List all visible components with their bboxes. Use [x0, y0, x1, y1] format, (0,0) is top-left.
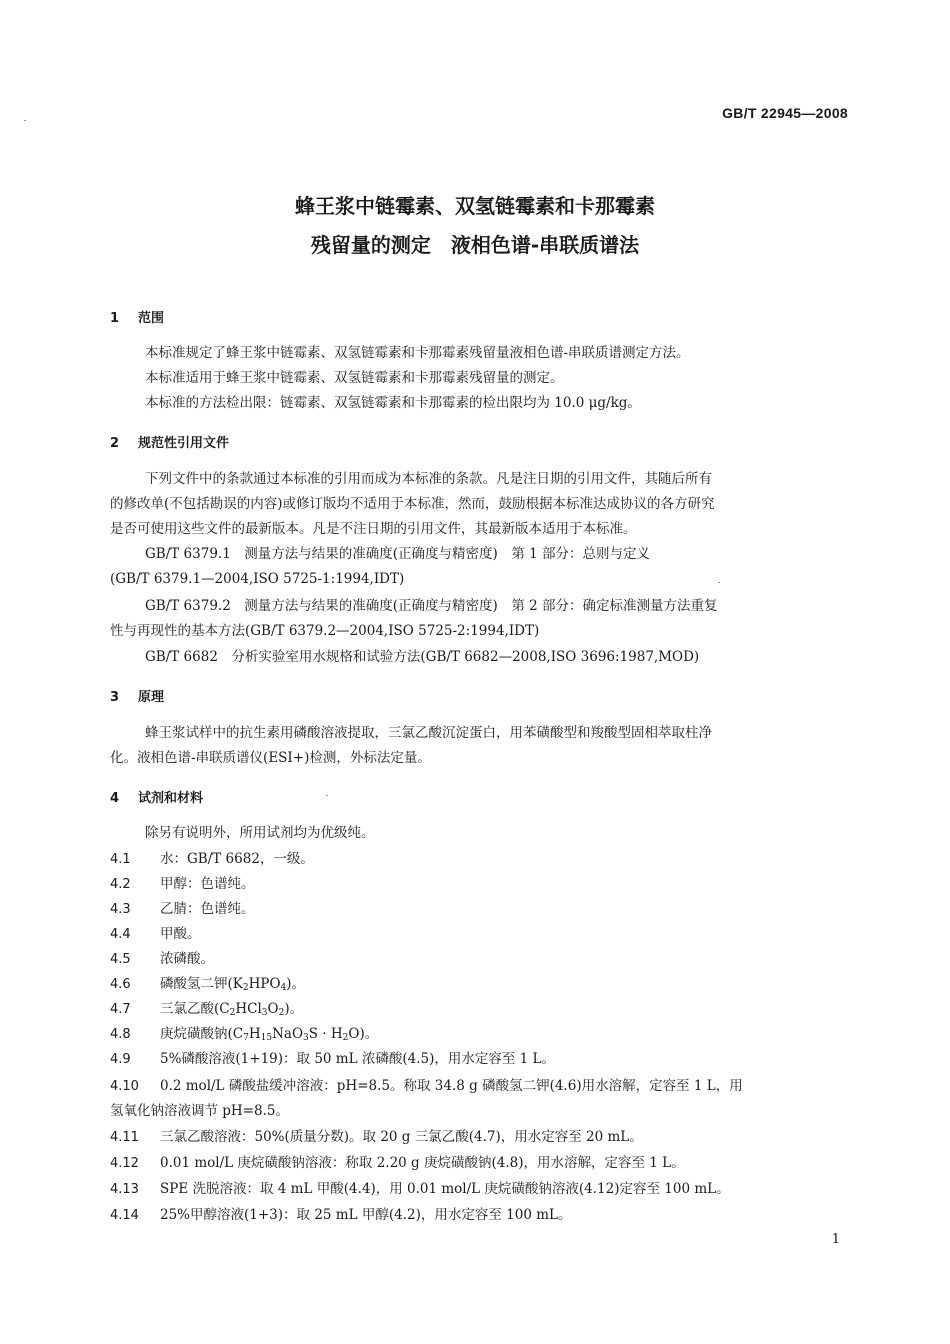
- paragraph: 本标准适用于蜂王浆中链霉素、双氢链霉素和卡那霉素残留量的测定。: [145, 370, 564, 386]
- reference-entry: GB/T 6682 分析实验室用水规格和试验方法(GB/T 6682—2008,ISO 3696:1987,MOD): [145, 649, 700, 665]
- reagent-item: 4.9 5%磷酸溶液(1+19)：取 50 mL 浓磷酸(4.5)，用水定容至 1 L。: [110, 1051, 555, 1067]
- reagent-item-continuation: 氢氧化钠溶液调节 pH=8.5。: [110, 1103, 289, 1119]
- paragraph: 除另有说明外，所用试剂均为优级纯。: [145, 825, 375, 841]
- paragraph: 下列文件中的条款通过本标准的引用而成为本标准的条款。凡是注日期的引用文件，其随后所有: [145, 471, 712, 487]
- reagent-item: 4.7 三氯乙酸$(C_2HCl_3O_2)$。: [110, 1001, 304, 1018]
- section-heading-principle: 3 原理: [110, 690, 165, 705]
- scan-speck: [326, 795, 328, 796]
- standard-code: GB/T 22945—2008: [722, 105, 848, 121]
- section-heading-reagents: 4 试剂和材料: [110, 791, 204, 806]
- reference-entry-continuation: 性与再现性的基本方法(GB/T 6379.2—2004,ISO 5725-2:1994,IDT): [110, 623, 540, 639]
- reference-entry: GB/T 6379.1 测量方法与结果的准确度(正确度与精密度) 第 1 部分：总则与定义: [145, 546, 650, 562]
- scan-speck: [718, 582, 720, 583]
- page-number: 1: [831, 1232, 840, 1247]
- reagent-item: 4.8 庚烷磺酸钠$(C_7H_{15}NaO_3S \cdot H_2O)$。: [110, 1026, 379, 1043]
- document-title-line-1: 蜂王浆中链霉素、双氢链霉素和卡那霉素: [295, 194, 655, 218]
- paragraph: 本标准规定了蜂王浆中链霉素、双氢链霉素和卡那霉素残留量液相色谱-串联质谱测定方法。: [145, 345, 690, 361]
- scan-speck: [24, 120, 26, 121]
- reagent-item: 4.11 三氯乙酸溶液：50%(质量分数)。取 20 g 三氯乙酸(4.7)，用水定容至 20 mL。: [110, 1129, 643, 1145]
- reagent-item: 4.2 甲醇：色谱纯。: [110, 876, 255, 892]
- reagent-item: 4.3 乙腈：色谱纯。: [110, 901, 255, 917]
- paragraph-continuation: 是否可使用这些文件的最新版本。凡是不注日期的引用文件，其最新版本适用于本标准。: [110, 521, 637, 537]
- reagent-item: 4.13 SPE 洗脱溶液：取 4 mL 甲酸(4.4)，用 0.01 mol/L 庚烷磺酸钠溶液(4.12)定容至 100 mL。: [110, 1181, 730, 1197]
- reagent-item: 4.4 甲酸。: [110, 926, 201, 942]
- section-heading-scope: 1 范围: [110, 311, 165, 326]
- reagent-item: 4.5 浓磷酸。: [110, 951, 214, 967]
- reagent-item: 4.1 水：GB/T 6682，一级。: [110, 851, 314, 867]
- reference-entry-continuation: (GB/T 6379.1—2004,ISO 5725-1:1994,IDT): [110, 571, 405, 587]
- reagent-item: 4.6 磷酸氢二钾$(K_2HPO_4)$。: [110, 976, 306, 993]
- reference-entry: GB/T 6379.2 测量方法与结果的准确度(正确度与精密度) 第 2 部分：确定标准测量方法重复: [145, 598, 718, 614]
- document-title-line-2: 残留量的测定 液相色谱-串联质谱法: [310, 233, 640, 257]
- section-heading-normative-references: 2 规范性引用文件: [110, 436, 230, 451]
- paragraph-continuation: 的修改单(不包括勘误的内容)或修订版均不适用于本标准，然而，鼓励根据本标准达成协议的各方研究: [110, 496, 715, 512]
- paragraph: 蜂王浆试样中的抗生素用磷酸溶液提取，三氯乙酸沉淀蛋白，用苯磺酸型和羧酸型固相萃取柱净: [145, 725, 712, 741]
- paragraph: 本标准的方法检出限：链霉素、双氢链霉素和卡那霉素的检出限均为 10.0 μg/kg。: [145, 395, 641, 411]
- reagent-item: 4.10 0.2 mol/L 磷酸盐缓冲溶液：pH=8.5。称取 34.8 g 磷酸氢二钾(4.6)用水溶解，定容至 1 L，用: [110, 1078, 743, 1094]
- reagent-item: 4.12 0.01 mol/L 庚烷磺酸钠溶液：称取 2.20 g 庚烷磺酸钠(4.8)，用水溶解，定容至 1 L。: [110, 1155, 685, 1171]
- reagent-item: 4.14 25%甲醇溶液(1+3)：取 25 mL 甲醇(4.2)，用水定容至 100 mL。: [110, 1207, 572, 1223]
- paragraph-continuation: 化。液相色谱-串联质谱仪(ESI+)检测，外标法定量。: [110, 750, 431, 766]
